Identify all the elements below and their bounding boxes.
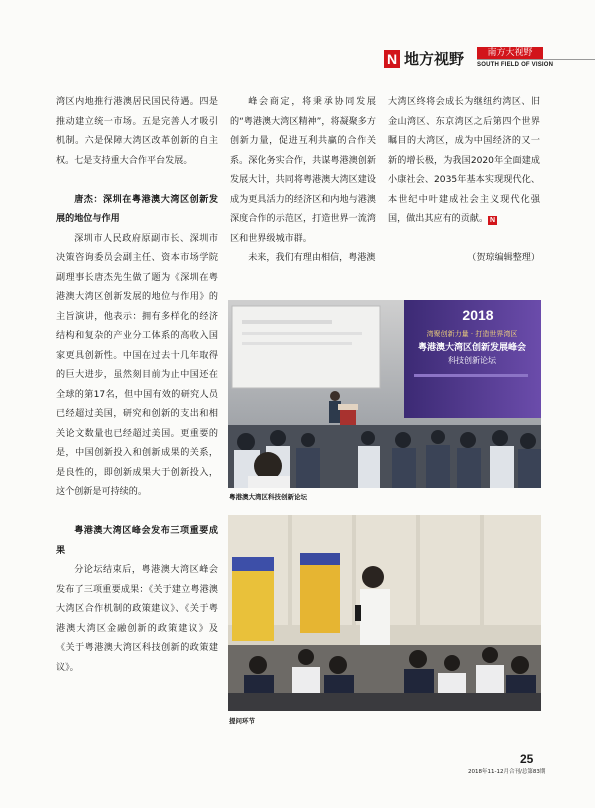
subheading-tangjie: 唐杰：深圳在粤港澳大湾区创新发展的地位与作用	[56, 194, 218, 224]
banner-subtitle: 科技创新论坛	[448, 356, 496, 365]
brand-logo: 南方大视野	[477, 47, 543, 59]
paragraph: 湾区内地推行港澳居民国民待遇。四是推动建立统一市场。五是完善人才吸引机制。六是保障大湾区改革创新的自主权。七是支持重大合作平台发展。	[56, 97, 218, 166]
paragraph	[388, 93, 540, 230]
forum-photo-illustration	[228, 300, 541, 488]
photo-caption: 提问环节	[229, 717, 255, 725]
paragraph-text: 大湾区终将会成长为继纽约湾区、旧金山湾区、东京湾区之后第四个世界瞩目的大湾区，成为中国经济的又一新的增长极，为我国2020年全面建成小康社会、2035年基本实现现代化、本世纪中叶建成社会主义现代化强国，做出其应有的贡献。	[388, 97, 540, 224]
forum-photo	[228, 300, 541, 488]
section-title: 地方视野	[404, 50, 465, 68]
editor-credit: （贺琼编辑整理）	[467, 253, 540, 263]
section-header	[384, 47, 595, 71]
photo-caption: 粤港澳大湾区科技创新论坛	[229, 493, 307, 501]
banner-title: 粤港澳大湾区创新发展峰会	[417, 343, 527, 353]
text-column-3	[388, 93, 540, 230]
qa-session-photo	[228, 515, 541, 711]
n-logo-icon: N	[384, 50, 400, 68]
page-number: 25	[520, 752, 534, 766]
end-mark-icon: N	[490, 217, 496, 224]
banner-slogan: 湾聚创新力量 · 打造世界湾区	[426, 330, 518, 338]
header-divider	[477, 59, 595, 60]
issue-info: 2018年11-12月合刊/总第83期	[468, 769, 546, 775]
text-column-1	[56, 93, 218, 678]
paragraph: 分论坛结束后，粤港澳大湾区峰会发布了三项重要成果：《关于建立粤港澳大湾区合作机制的政策建议》、《关于粤港澳大湾区金融创新的政策建议》及《关于粤港澳大湾区科技创新的政策建议》。	[56, 565, 218, 673]
subheading-results: 粤港澳大湾区峰会发布三项重要成果	[56, 526, 218, 556]
qa-photo-illustration	[228, 515, 541, 711]
paragraph: 深圳市人民政府原副市长、深圳市决策咨询委员会副主任、资本市场学院副理事长唐杰先生做了题为《深圳在粤港澳大湾区创新发展的地位与作用》的主旨演讲，他表示：拥有多样化的经济结构和复杂的产业分工体系的高收入国家更具创新性。中国在过去十几年取得的巨大进步，虽然刻目前为止中国还在全球的第17名，但中国有效的研究人员已经超过美国，研究和创新的支出和相关论文数量也已经超过美国。更重要的是，中国创新投入和创新成果的关系，是良性的，即创新成果大于创新投入，这个创新是可持续的。	[56, 233, 218, 497]
brand-subtitle: SOUTH FIELD OF VISION	[477, 62, 554, 68]
banner-year: 2018	[462, 307, 494, 323]
paragraph: 未来，我们有理由相信，粤港澳	[248, 253, 376, 263]
paragraph: 峰会商定，将秉承协同发展的“粤港澳大湾区精神”，将凝聚多方创新力量，促进互利共赢的合作关系。深化务实合作，共谋粤港澳创新发展大计，共同将粤港澳大湾区建设成为更具活力的经济区和内地与港澳深度合作的示范区，打造世界一流湾区和世界级城市群。	[230, 97, 376, 244]
text-column-2	[230, 93, 376, 269]
